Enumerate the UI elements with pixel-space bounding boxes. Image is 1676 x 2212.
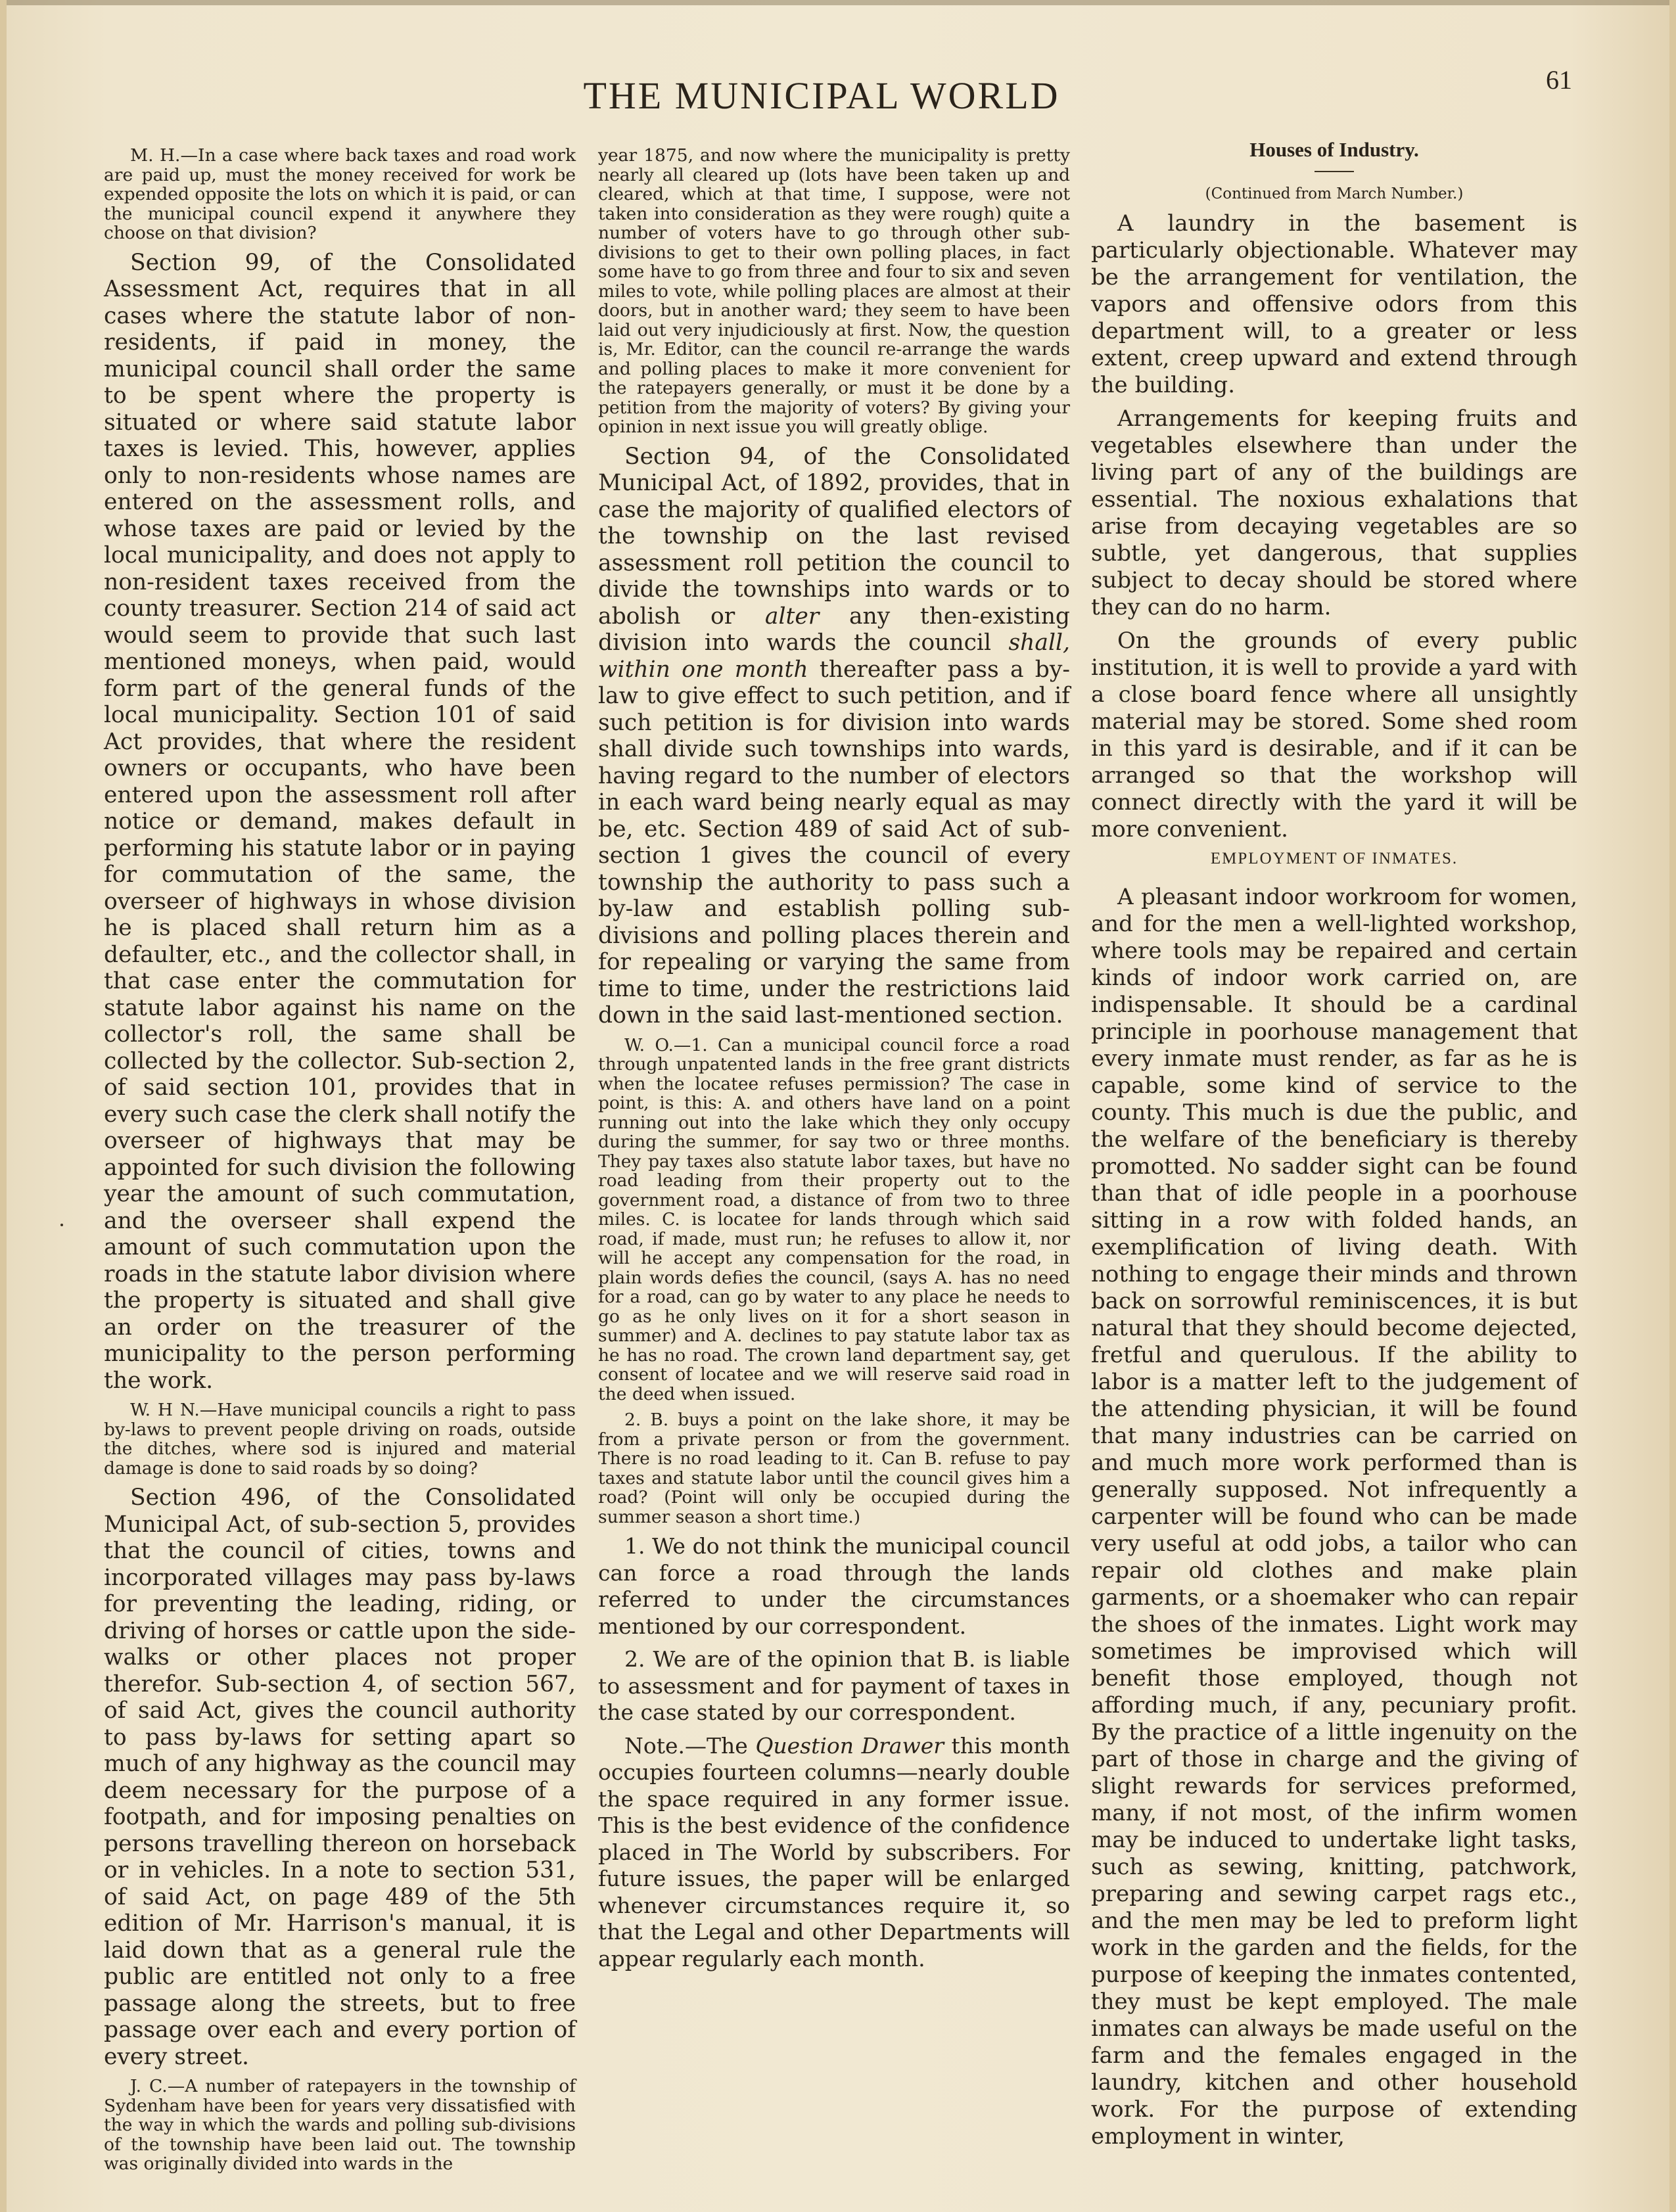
answer-jc-part3: thereafter pass a by-law to give effect to such petition, and if such petition is for division into wards shall divide such townships into wards, having regard to the number of electors in each ward being nearly equal as may be, etc. Section 489 of said Act of sub-section 1 gives the council of every township the authority to pass such a by-law and establish polling sub-divisions and polling places therein and for repealing or varying the same from time to time, under the restrictions laid down in the said last-mentioned section.	[598, 656, 1071, 1028]
title-rule	[1315, 171, 1354, 172]
column-3	[1091, 138, 1577, 2150]
article-paragraph-1: A laundry in the basement is particularly objectionable. Whatever may be the arrangement for ventilation, the vapors and offensive odors from this department will, to a greater or less extent, creep upward and extend through the building.	[1091, 210, 1577, 398]
answer-wo-1: 1. We do not think the municipal council can force a road through the lands referred to under the circumstances mentioned by our correspondent.	[598, 1533, 1070, 1639]
question-whn: W. H N.—Have municipal councils a right to pass by-laws to prevent people driving on roads, outside the ditches, where sod is injured and material damage is done to said roads by so doing?	[104, 1400, 576, 1479]
question-jc: J. C.—A number of ratepayers in the township of Sydenham have been for years very dissatisfied with the way in which the wards and polling sub-divisions of the township have been laid out. The township was originally divided into wards in the	[104, 2076, 576, 2174]
continued-note: (Continued from March Number.)	[1205, 185, 1464, 202]
column-1	[104, 145, 576, 2174]
question-mh: M. H.—In a case where back taxes and road work are paid up, must the money received for work be expended opposite the lots on which it is paid, or can the municipal council expend it anywhere they choose on that division?	[104, 145, 576, 243]
top-border	[7, 0, 1669, 5]
answer-jc	[598, 444, 1070, 1029]
question-wo-1: W. O.—1. Can a municipal council force a road through unpatented lands in the free grant districts when the locatee refuses permission? The case in point, is this: A. and others have land on a point running out into the lake which they only occupy during the summer, for say two or three months. They pay taxes also statute labor taxes, but have no road leading from their property out to the government road, a distance of from two to three miles. C. is locatee for lands through which said road, if made, must run; he refuses to allow it, nor will he accept any compensation for the road, in plain words defies the council, (says A. has no need for a road, can go by water to any place he needs to go as he only lives on it for a short season in summer) and A. declines to pay statute labor tax as he has no road. The crown land department say, get consent of locatee and we will reserve said road in the deed when issued.	[598, 1034, 1070, 1404]
article-paragraph-3: On the grounds of every public institution, it is well to provide a yard with a close board fence where all unsightly material may be stored. Some shed room in this yard is desirable, and if it can be arranged so that the workshop will connect directly with the yard it will be more convenient.	[1091, 628, 1577, 842]
note-question-drawer: Question Drawer	[755, 1732, 944, 1759]
answer-jc-part2: any then-existing division into wards the council	[598, 603, 1071, 656]
page-title: THE MUNICIPAL WORLD	[583, 74, 1060, 117]
answer-whn: Section 496, of the Consolidated Municipal Act, of sub-section 5, provides that the council of cities, towns and incorporated villages may pass by-laws for preventing the leading, riding, or driving of horses or cattle upon the side-walks or other places not proper therefor. Sub-section 4, of section 567, of said Act, gives the council authority to pass by-laws for setting apart so much of any highway as the council may deem necessary for the purpose of a footpath, and for imposing penalties on persons travelling thereon on horseback or in vehicles. In a note to section 531, of said Act, on page 489 of the 5th edition of Mr. Harrison's manual, it is laid down that as a general rule the public are entitled not only to a free passage along the streets, but to free passage over each and every portion of every street.	[104, 1485, 576, 2070]
section-heading: EMPLOYMENT OF INMATES.	[1210, 850, 1458, 867]
answer-jc-shall: shall, within one month	[598, 630, 1070, 683]
answer-wo-2: 2. We are of the opinion that B. is liable to assessment and for payment of taxes in the case stated by our correspondent.	[598, 1646, 1070, 1725]
note-part1: Note.—The	[624, 1732, 748, 1759]
editor-note	[598, 1733, 1070, 1973]
article-paragraph-4: A pleasant indoor workroom for women, and for the men a well-lighted workshop, where tools may be repaired and certain kinds of indoor work carried on, are indispensable. It should be a cardinal principle in poorhouse management that every inmate must render, as far as he is capable, some kind of service to the county. This much is due the public, and the welfare of the beneficiary is thereby promotted. No sadder sight can be found than that of idle people in a poorhouse sitting in a row with folded hands, an exemplification of living death. With nothing to engage their minds and thrown back on sorrowful reminiscences, it is but natural that they should become dejected, fretful and querulous. If the ability to labor is a matter left to the judgement of the attending physician, it will be found that many industries can be carried on and much more work performed than is generally supposed. Not infrequently a carpenter will be found who can be made very useful at odd jobs, a tailor who can repair old clothes and make plain garments, or a shoemaker who can repair the shoes of the inmates. Light work may sometimes be improvised which will benefit those employed, though not affording much, if any, pecuniary profit. By the practice of a little ingenuity on the part of those in charge and the giving of slight rewards for services preformed, many, if not most, of the infirm women may be induced to undertake light tasks, such as sewing, knitting, patchwork, preparing and sewing carpet rags etc., and the men may be led to preform light work in the garden and the fields, for the purpose of keeping the inmates contented, they must be kept employed. The male inmates can always be made useful on the farm and the females engaged in the laundry, kitchen and other household work. For the purpose of extending employment in winter,	[1091, 884, 1577, 2150]
answer-jc-part1: Section 94, of the Consolidated Municipal Act, of 1892, provides, that in case the majority of qualified electors of the township on the last revised assessment roll petition the council to divide the townships into wards or to abolish or	[598, 443, 1070, 630]
print-speck	[60, 1224, 63, 1226]
question-wo-2: 2. B. buys a point on the lake shore, it may be from a private person or from the government. There is no road leading to it. Can B. refuse to pay taxes and statute labor until the council gives him a road? (Point will only be occupied during the summer season a short time.)	[598, 1410, 1070, 1527]
article-title: Houses of Industry.	[1249, 138, 1419, 161]
newspaper-page	[7, 0, 1669, 2212]
answer-mh: Section 99, of the Consolidated Assessment Act, requires that in all cases where the statute labor of non-residents, if paid in money, the municipal council shall order the same to be spent where the property is situated or where said statute labor taxes is levied. This, however, applies only to non-residents whose names are entered on the assessment rolls, and whose taxes are paid or levied by the local municipality, and does not apply to non-resident taxes received from the county treasurer. Section 214 of said act would seem to provide that such last mentioned moneys, when paid, would form part of the general funds of the local municipality. Section 101 of said Act provides, that where the resident owners or occupants, who have been entered upon the assessment roll after notice or demand, makes default in performing his statute labor or in paying for commutation of the same, the overseer of highways in whose division he is placed shall return him as a defaulter, etc., and the collector shall, in that case enter the commutation for statute labor against his name on the collector's roll, the same shall be collected by the collector. Sub-section 2, of said section 101, provides that in every such case the clerk shall notify the overseer of highways that may be appointed for such division the following year the amount of such commutation, and the overseer shall expend the amount of such commutation upon the roads in the statute labor division where the property is situated and shall give an order on the treasurer of the municipality to the person performing the work.	[104, 249, 576, 1394]
answer-jc-alter: alter	[764, 603, 820, 630]
article-paragraph-2: Arrangements for keeping fruits and vegetables elsewhere than under the living part of any of the buildings are essential. The noxious exhalations that arise from decaying vegetables are so subtle, yet dangerous, that supplies subject to decay should be stored where they can do no harm.	[1091, 405, 1577, 620]
question-jc-continued: year 1875, and now where the municipality is pretty nearly all cleared up (lots have been taken up and cleared, which at that time, I suppose, were not taken into consideration as they were rough) quite a number of voters have to go through other sub-divisions to get to their own polling places, in fact some have to go from three and four to six and seven miles to vote, while polling places are almost at their doors, but in another ward; they seem to have been laid out very injudiciously at first. Now, the question is, Mr. Editor, can the council re-arrange the wards and polling places to make it more convenient for the ratepayers generally, or must it be done by a petition from the majority of voters? By giving your opinion in next issue you will greatly oblige.	[598, 145, 1070, 437]
note-part2: this month occupies fourteen columns—nearly double the space required in any former issue. This is the best evidence of the confidence placed in The World by subscribers. For future issues, the paper will be enlarged whenever circumstances require it, so that the Legal and other Departments will appear regularly each month.	[598, 1732, 1070, 1971]
page-number: 61	[1546, 65, 1572, 95]
column-2	[598, 146, 1070, 2117]
